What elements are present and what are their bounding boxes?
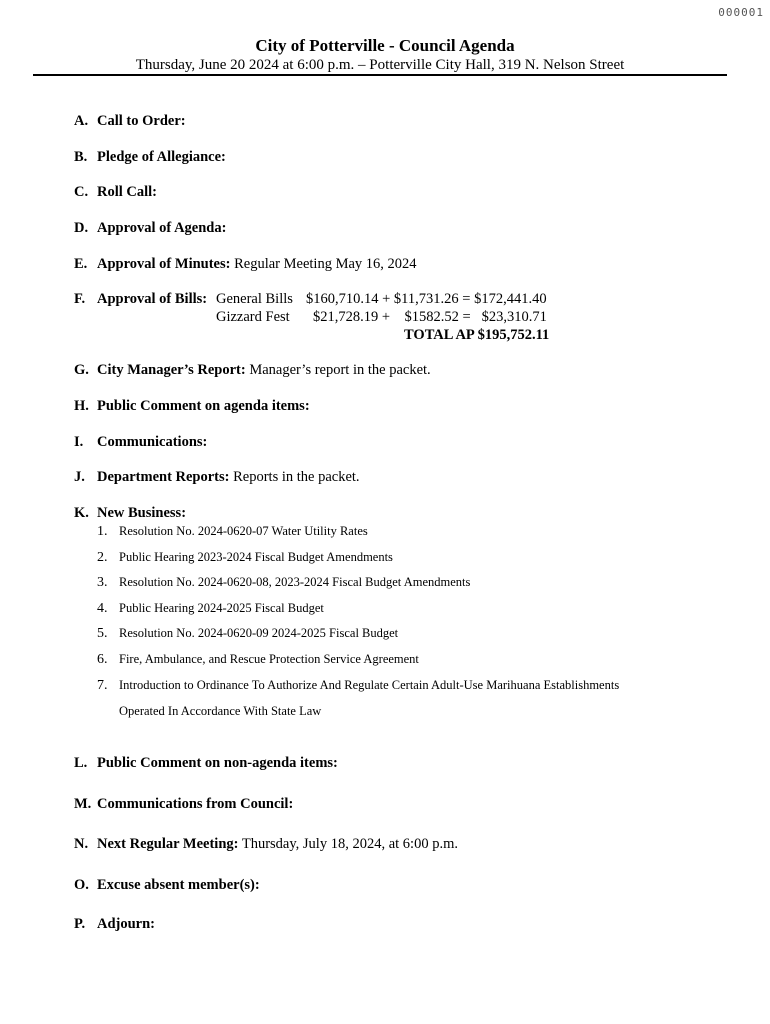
item-letter: N. <box>74 836 89 852</box>
agenda-item-f <box>74 291 207 308</box>
list-number: 6. <box>97 652 108 667</box>
item-label: Adjourn: <box>97 916 156 932</box>
item-letter: I. <box>74 434 84 450</box>
bills-total: TOTAL AP $195,752.11 <box>404 327 550 343</box>
new-business-item <box>97 550 393 566</box>
agenda-item-n <box>74 836 458 853</box>
item-text: Thursday, July 18, 2024, at 6:00 p.m. <box>241 836 458 852</box>
item-label: Excuse absent member(s): <box>97 877 260 893</box>
list-number: 3. <box>97 575 108 590</box>
list-text: Resolution No. 2024-0620-09 2024-2025 Fiscal Budget <box>119 626 399 640</box>
agenda-item-l <box>74 755 338 772</box>
item-label: Public Comment on non-agenda items: <box>97 755 338 771</box>
list-number: 1. <box>97 524 108 539</box>
bills-general-calc: $160,710.14 + $11,731.26 = $172,441.40 <box>306 291 547 307</box>
item-label: Pledge of Allegiance: <box>97 149 226 165</box>
list-number: 7. <box>97 678 108 693</box>
agenda-item-e <box>74 256 417 273</box>
agenda-item-k <box>74 505 186 522</box>
new-business-item <box>97 652 419 668</box>
new-business-item <box>97 524 368 540</box>
item-label: Communications: <box>97 434 208 450</box>
bills-general-name: General Bills <box>216 291 293 307</box>
item-label: Roll Call: <box>97 184 158 200</box>
item-label: Next Regular Meeting: <box>97 836 239 852</box>
list-text: Public Hearing 2023-2024 Fiscal Budget Amendments <box>119 550 393 564</box>
list-number: 2. <box>97 550 108 565</box>
item-label: Approval of Minutes: <box>97 256 231 272</box>
list-number: 4. <box>97 601 108 616</box>
list-text: Introduction to Ordinance To Authorize And Regulate Certain Adult-Use Marihuana Establishments <box>119 678 620 692</box>
new-business-item <box>97 601 324 617</box>
item-letter: M. <box>74 796 92 812</box>
list-text: Fire, Ambulance, and Rescue Protection Service Agreement <box>119 652 419 666</box>
item-text: Reports in the packet. <box>233 469 360 485</box>
list-text: Resolution No. 2024-0620-08, 2023-2024 Fiscal Budget Amendments <box>119 575 471 589</box>
item-letter: D. <box>74 220 89 236</box>
item-label: Approval of Bills: <box>97 291 208 307</box>
item-letter: J. <box>74 469 85 485</box>
list-text: Resolution No. 2024-0620-07 Water Utility Rates <box>119 524 368 538</box>
item-text: Regular Meeting May 16, 2024 <box>234 256 417 272</box>
agenda-item-b <box>74 149 226 166</box>
list-text: Public Hearing 2024-2025 Fiscal Budget <box>119 601 324 615</box>
page-number: 000001 <box>718 6 764 19</box>
bills-gizzard-calc: $21,728.19 + $1582.52 = $23,310.71 <box>313 309 547 325</box>
bills-gizzard-name: Gizzard Fest <box>216 309 290 325</box>
item-letter: A. <box>74 113 89 129</box>
item-letter: F. <box>74 291 86 307</box>
page-title: City of Potterville - Council Agenda <box>255 36 515 55</box>
agenda-item-j <box>74 469 360 486</box>
item-letter: E. <box>74 256 88 272</box>
agenda-item-d <box>74 220 226 237</box>
item-label: City Manager’s Report: <box>97 362 246 378</box>
list-number: 5. <box>97 626 108 641</box>
item-letter: O. <box>74 877 89 893</box>
item-label: Call to Order: <box>97 113 186 129</box>
agenda-item-o <box>74 877 260 894</box>
agenda-item-h <box>74 398 310 415</box>
agenda-item-g <box>74 362 431 379</box>
new-business-item <box>97 626 398 642</box>
new-business-item <box>97 575 470 591</box>
agenda-item-i <box>74 434 207 451</box>
item-letter: B. <box>74 149 88 165</box>
item-letter: P. <box>74 916 86 932</box>
agenda-item-a <box>74 113 186 130</box>
item-label: Approval of Agenda: <box>97 220 227 236</box>
agenda-item-p <box>74 916 155 933</box>
item-letter: C. <box>74 184 89 200</box>
header-divider <box>33 74 727 76</box>
agenda-item-c <box>74 184 157 201</box>
item-label: New Business: <box>97 505 187 521</box>
new-business-item <box>97 678 619 694</box>
item-letter: L. <box>74 755 88 771</box>
item-label: Public Comment on agenda items: <box>97 398 310 414</box>
new-business-item-continuation: Operated In Accordance With State Law <box>119 704 322 718</box>
item-letter: H. <box>74 398 89 414</box>
item-label: Department Reports: <box>97 469 230 485</box>
item-letter: K. <box>74 505 89 521</box>
agenda-item-m <box>74 796 293 813</box>
page-subtitle: Thursday, June 20 2024 at 6:00 p.m. – Potterville City Hall, 319 N. Nelson Street <box>135 57 625 73</box>
item-letter: G. <box>74 362 89 378</box>
item-text: Manager’s report in the packet. <box>249 362 431 378</box>
item-label: Communications from Council: <box>97 796 294 812</box>
